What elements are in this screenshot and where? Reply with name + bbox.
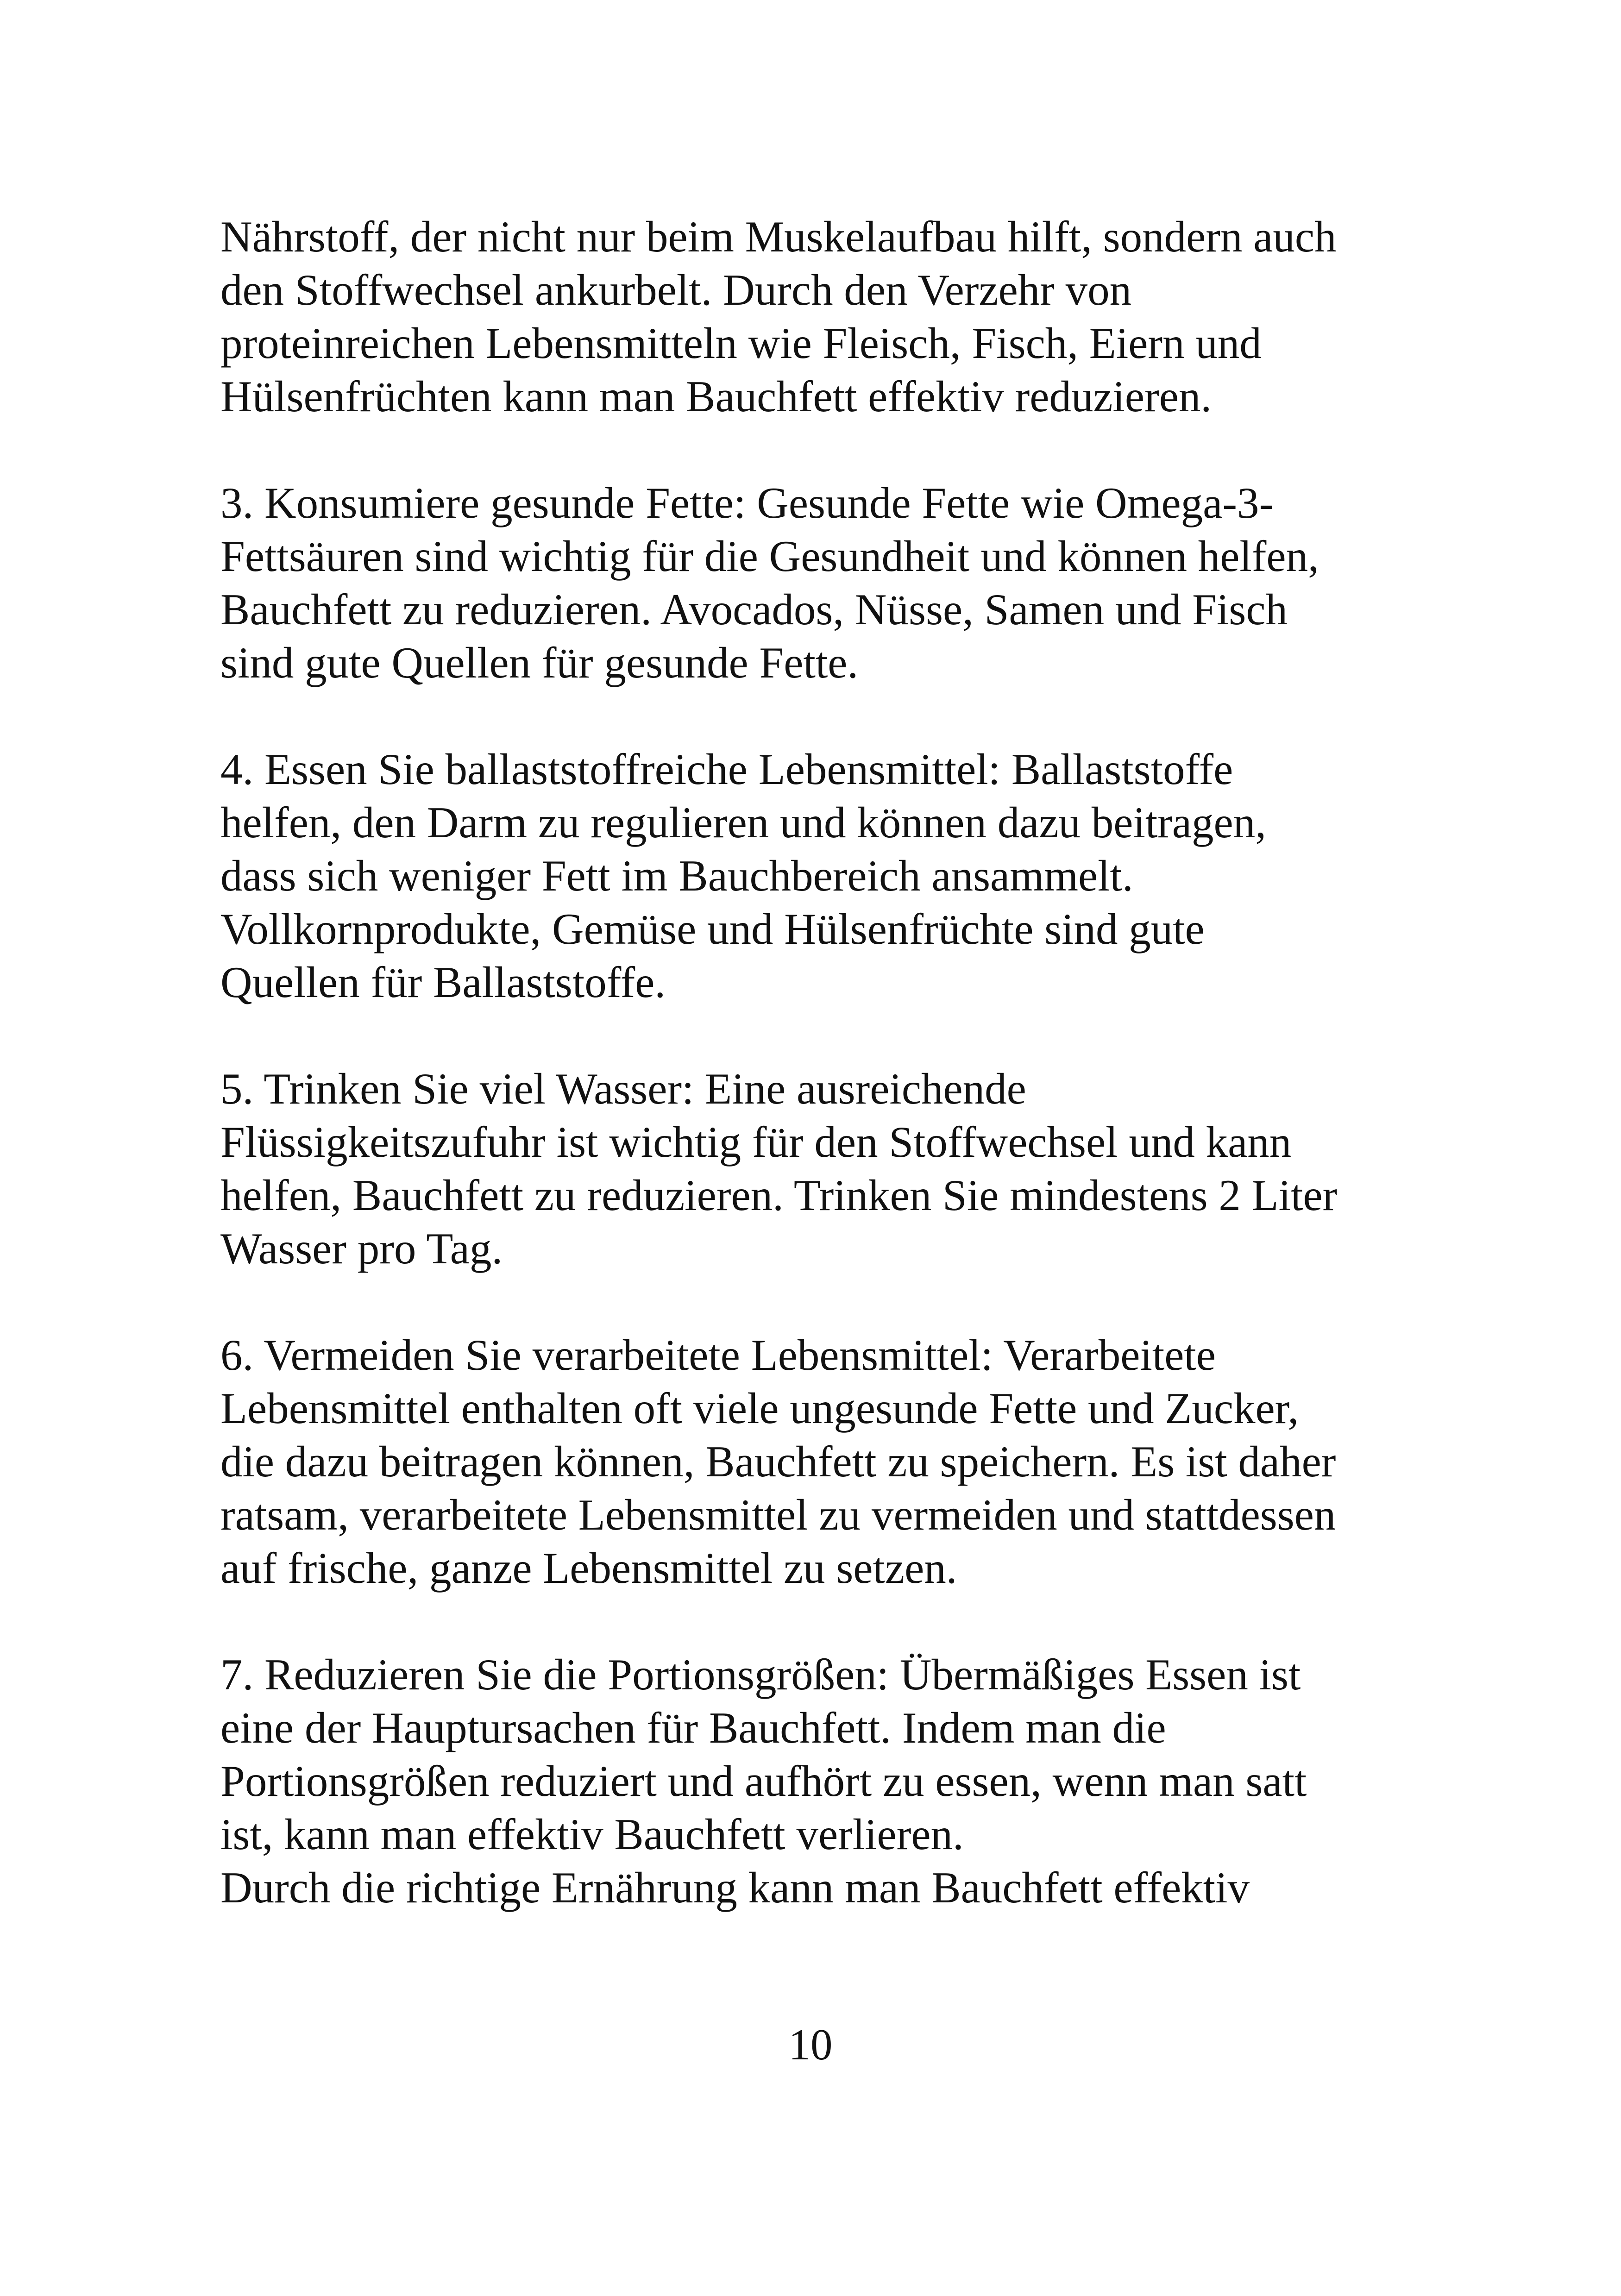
text-line: Lebensmittel enthalten oft viele ungesunde Fette und Zucker, [220,1384,1299,1433]
text-line: eine der Hauptursachen für Bauchfett. Indem man die [220,1703,1166,1752]
text-line: helfen, den Darm zu regulieren und können dazu beitragen, [220,798,1266,847]
text-line: 5. Trinken Sie viel Wasser: Eine ausreichende [220,1064,1026,1113]
text-line: 6. Vermeiden Sie verarbeitete Lebensmittel: Verarbeitete [220,1330,1216,1380]
text-line: Quellen für Ballaststoffe. [220,958,666,1007]
text-line: dass sich weniger Fett im Bauchbereich ansammelt. [220,851,1133,900]
text-line: die dazu beitragen können, Bauchfett zu speichern. Es ist daher [220,1437,1336,1486]
text-line: Bauchfett zu reduzieren. Avocados, Nüsse, Samen und Fisch [220,585,1288,634]
paragraph-gap [220,1009,1425,1062]
text-line: den Stoffwechsel ankurbelt. Durch den Verzehr von [220,265,1132,314]
paragraph-protein-continued [220,210,1425,423]
text-line: Hülsenfrüchten kann man Bauchfett effektiv reduzieren. [220,372,1212,421]
text-line: helfen, Bauchfett zu reduzieren. Trinken Sie mindestens 2 Liter [220,1171,1338,1220]
text-line: Fettsäuren sind wichtig für die Gesundheit und können helfen, [220,532,1319,581]
text-line: Vollkornprodukte, Gemüse und Hülsenfrüchte sind gute [220,904,1205,954]
text-line: proteinreichen Lebensmitteln wie Fleisch, Fisch, Eiern und [220,319,1262,368]
text-line: 4. Essen Sie ballaststoffreiche Lebensmittel: Ballaststoffe [220,745,1233,794]
paragraph-healthy-fats [220,477,1425,690]
body-text [220,210,1425,1914]
text-line: 3. Konsumiere gesunde Fette: Gesunde Fette wie Omega-3- [220,478,1274,527]
text-line: sind gute Quellen für gesunde Fette. [220,638,859,687]
page-number: 10 [788,2020,833,2069]
paragraph-portion-sizes [220,1648,1425,1914]
text-line: auf frische, ganze Lebensmittel zu setzen. [220,1543,957,1593]
paragraph-gap [220,423,1425,477]
text-line: Flüssigkeitszufuhr ist wichtig für den Stoffwechsel und kann [220,1117,1292,1167]
text-line: 7. Reduzieren Sie die Portionsgrößen: Übermäßiges Essen ist [220,1650,1301,1699]
paragraph-water [220,1062,1425,1275]
paragraph-fiber [220,743,1425,1009]
paragraph-gap [220,1275,1425,1329]
text-line: ratsam, verarbeitete Lebensmittel zu vermeiden und stattdessen [220,1490,1336,1539]
text-line: Nährstoff, der nicht nur beim Muskelaufbau hilft, sondern auch [220,212,1337,261]
text-line: Durch die richtige Ernährung kann man Bauchfett effektiv [220,1863,1250,1912]
text-line: Portionsgrößen reduziert und aufhört zu essen, wenn man satt [220,1757,1307,1806]
text-line: ist, kann man effektiv Bauchfett verlieren. [220,1810,964,1859]
paragraph-gap [220,690,1425,743]
paragraph-processed-food [220,1329,1425,1595]
text-line: Wasser pro Tag. [220,1224,503,1273]
paragraph-gap [220,1595,1425,1648]
